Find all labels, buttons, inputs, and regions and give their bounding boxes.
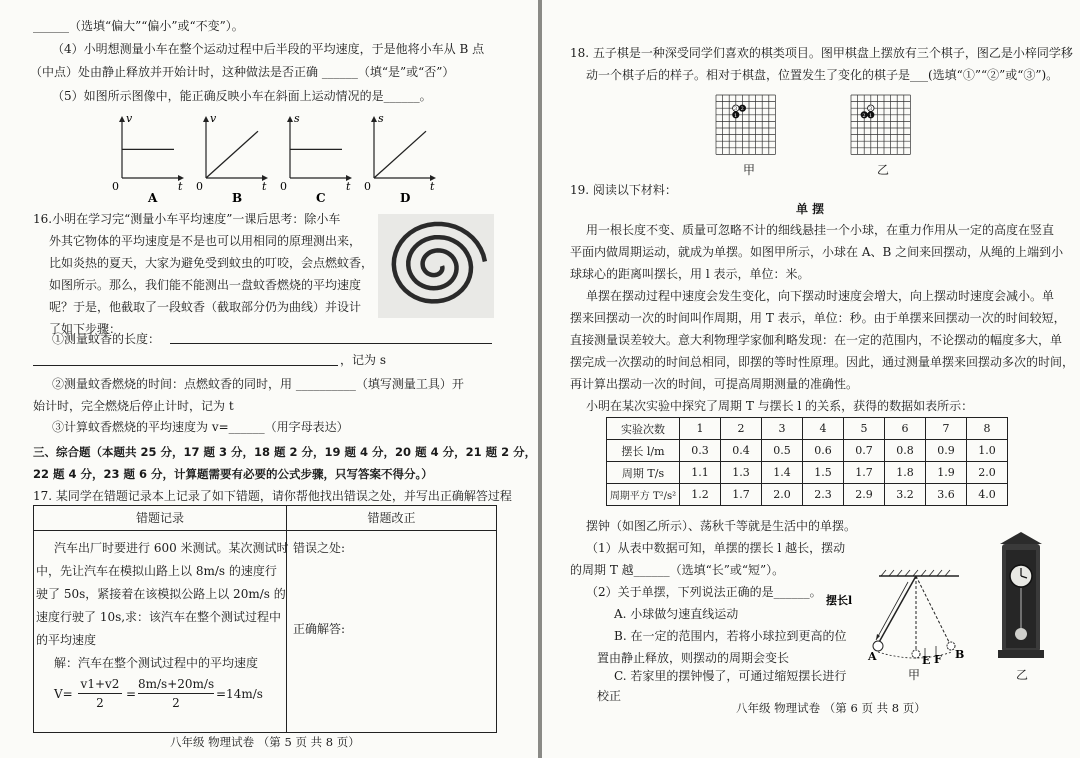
table-cell: 1 — [680, 418, 721, 440]
y-axis-label: s — [378, 112, 384, 125]
problem-line-3: 驶了 50s，紧接着在该模拟公路上以 20m/s 的 — [36, 587, 286, 601]
table-cell: 摆长 l/m — [607, 440, 680, 462]
answer-line — [33, 365, 338, 366]
q16-line-4: 如图所示。那么，我们能不能测出一盘蚊香燃烧的平均速度 — [49, 278, 362, 292]
x-axis-label: t — [346, 180, 351, 193]
mosquito-coil-image — [378, 214, 494, 318]
problem-line-2: 中，先让汽车在模拟山路上以 8m/s 的速度行 — [36, 564, 277, 578]
graph-c — [280, 112, 352, 205]
q16-step-3: ③计算蚊香燃烧的平均速度为 v=______（用字母表达） — [52, 420, 349, 434]
table-cell: 实验次数 — [607, 418, 680, 440]
option-c-2: 校正 — [597, 689, 622, 703]
q15-sub4-a: （4）小明想测量小车在整个运动过程中后半段的平均速度，于是他将小车从 B 点 — [52, 42, 485, 56]
correct-solution-label: 正确解答: — [293, 622, 346, 636]
formula-denominator-1: 2 — [96, 696, 104, 710]
table-cell: 8 — [967, 418, 1008, 440]
fig-label-yi: 乙 — [1016, 668, 1029, 682]
para-line-1: 用一根长度不变、质量可忽略不计的细线悬挂一个小球，在重力作用从一定的高度在竖直 — [586, 223, 1055, 237]
para-line-5: 摆来回摆动一次的时间叫作周期，用 T 表示，单位：秒。由于单摆来回摆动一次的时间较短， — [570, 311, 1066, 325]
table-cell: 1.1 — [680, 462, 721, 484]
board-label-yi: 乙 — [877, 163, 890, 177]
table-cell: 3.2 — [885, 484, 926, 506]
solution-line: 解：汽车在整个测试过程中的平均速度 — [54, 656, 259, 670]
x-axis-label: t — [178, 180, 183, 193]
origin-label: 0 — [280, 180, 287, 193]
section-3-heading: 三、综合题（本题共 25 分，17 题 3 分，18 题 2 分，19 题 4 分，20 题 4 分，21 题 2 分， — [33, 445, 537, 459]
table-cell: 2.0 — [967, 462, 1008, 484]
problem-line-1: 汽车出厂时要进行 600 米测试。某次测试时 — [54, 541, 289, 555]
option-a: A. 小球做匀速直线运动 — [614, 607, 739, 621]
error-location-label: 错误之处: — [293, 541, 346, 555]
q16-step-1-end: ，记为 s — [340, 353, 386, 367]
pendulum-clock-image — [994, 530, 1048, 662]
stone-number: 3 — [734, 106, 738, 113]
fig-label-jia: 甲 — [908, 668, 921, 682]
q16-line-2: 外其它物体的平均速度是不是也可以用相同的原理测出来， — [49, 234, 362, 248]
y-axis-label: v — [126, 112, 133, 125]
point-a: A — [868, 650, 877, 663]
problem-line-4: 速度行驶了 10s,求：该汽车在整个测试过程中 — [36, 610, 282, 624]
table-cell: 3.6 — [926, 484, 967, 506]
q16-step-1: ①测量蚊香的长度： — [52, 332, 161, 346]
q16-line-1: 16.小明在学习完“测量小车平均速度”一课后思考：除小车 — [33, 212, 341, 226]
q18-line-1: 18. 五子棋是一种深受同学们喜欢的棋类项目。图甲棋盘上摆放有三个棋子，图乙是小梓同学移 — [570, 46, 1073, 60]
table-cell: 1.7 — [721, 484, 762, 506]
q15-sub4-b: （中点）处由静止释放并开始计时，这种做法是否正确 ______（填“是”或“否”） — [30, 65, 455, 79]
after-line-1: 摆钟（如图乙所示）、荡秋千等就是生活中的单摆。 — [586, 519, 857, 533]
fraction-bar — [138, 693, 214, 694]
table-cell: 2 — [721, 418, 762, 440]
table-cell: 1.9 — [926, 462, 967, 484]
q19-stem: 19. 阅读以下材料： — [570, 183, 677, 197]
formula-equals: = — [126, 687, 137, 701]
table-cell: 0.6 — [803, 440, 844, 462]
answer-line — [170, 343, 492, 344]
table-cell: 7 — [926, 418, 967, 440]
y-arrow — [203, 116, 209, 122]
fraction-bar — [78, 693, 122, 694]
table-cell: 1.5 — [803, 462, 844, 484]
table-row — [607, 440, 1008, 462]
page-6 — [542, 0, 1080, 758]
formula-denominator-2: 2 — [172, 696, 180, 710]
gomoku-board-jia — [714, 93, 782, 161]
q16-step-2b: 始计时，完全燃烧后停止计时，记为 t — [33, 399, 234, 413]
q15-line-1: ______（选填“偏大”“偏小”或“不变”）。 — [33, 19, 244, 33]
y-axis-label: v — [210, 112, 217, 125]
para-line-8: 再计算出摆动一次的时间，可提高周期测量的准确性。 — [570, 377, 859, 391]
table-cell: 2.9 — [844, 484, 885, 506]
table-cell: 0.4 — [721, 440, 762, 462]
table-cell: 0.5 — [762, 440, 803, 462]
para-line-4: 单摆在摆动过程中速度会发生变化，向下摆动时速度会增大，向上摆动时速度会减小。单 — [586, 289, 1055, 303]
graph-a — [112, 112, 184, 205]
y-arrow — [371, 116, 377, 122]
series-line — [206, 131, 258, 178]
series-line — [374, 131, 426, 178]
point-f: F — [934, 653, 942, 666]
table-cell: 4 — [803, 418, 844, 440]
para-line-7: 摆完成一次摆动的时间总相同，即摆的等时性原理。因此，通过测量单摆来回摆动多次的时间， — [570, 355, 1075, 369]
table-row — [607, 418, 1008, 440]
table-cell: 1.2 — [680, 484, 721, 506]
q18-line-2: 动一个棋子后的样子。相对于棋盘，位置发生了变化的棋子是___(选填“①”“②”或“③”)。 — [586, 68, 1059, 82]
after-line-3: 的周期 T 越______（选填“长”或“短”）。 — [570, 563, 785, 577]
x-axis-label: t — [262, 180, 267, 193]
table-cell: 0.7 — [844, 440, 885, 462]
graph-b — [196, 112, 268, 205]
table-cell: 3 — [762, 418, 803, 440]
table-row — [607, 484, 1008, 506]
formula-result: =14m/s — [216, 687, 263, 701]
stone-number: 1 — [869, 112, 873, 119]
table-row — [607, 462, 1008, 484]
q16-line-5: 呢？于是，他截取了一段蚊香（截取部分仍为曲线）并设计 — [49, 300, 362, 314]
table-cell: 2.0 — [762, 484, 803, 506]
table-cell: 4.0 — [967, 484, 1008, 506]
error-correction-header: 错题改正 — [287, 506, 496, 531]
table-cell: 0.3 — [680, 440, 721, 462]
article-title: 单 摆 — [796, 202, 825, 216]
board-label-jia: 甲 — [743, 163, 756, 177]
table-cell: 0.9 — [926, 440, 967, 462]
y-axis-label: s — [294, 112, 300, 125]
option-c-1: C. 若家里的摆钟慢了，可通过缩短摆长进行 — [614, 669, 847, 683]
stone-number: 1 — [734, 112, 738, 119]
table-cell: 5 — [844, 418, 885, 440]
graph-letter: C — [316, 191, 326, 205]
point-e: E — [922, 654, 931, 667]
table-cell: 1.4 — [762, 462, 803, 484]
origin-label: 0 — [112, 180, 119, 193]
graph-letter: B — [232, 191, 243, 205]
page-footer: 八年级 物理试卷 （第 6 页 共 8 页） — [736, 701, 926, 715]
table-cell: 0.8 — [885, 440, 926, 462]
motion-graphs — [100, 110, 440, 210]
page-5 — [0, 0, 538, 758]
q16-step-2a: ②测量蚊香燃烧的时间：点燃蚊香的同时，用 __________（填写测量工具）开 — [52, 377, 464, 391]
para-line-3: 球球心的距离叫摆长，用 l 表示，单位：米。 — [570, 267, 810, 281]
y-arrow — [119, 116, 125, 122]
formula-numerator-1: v1+v2 — [80, 677, 120, 691]
graph-letter: D — [400, 191, 411, 205]
stone-number: 2 — [740, 106, 744, 113]
table-cell: 1.7 — [844, 462, 885, 484]
para-line-2: 平面内做周期运动，就成为单摆。如图甲所示，小球在 A、B 之间来回摆动，从绳的上端到小 — [570, 245, 1064, 259]
after-line-4: （2）关于单摆，下列说法正确的是______。 — [586, 585, 822, 599]
error-record-header: 错题记录 — [34, 506, 286, 531]
error-record-table — [33, 505, 497, 733]
table-cell: 周期 T/s — [607, 462, 680, 484]
q16-line-3: 比如炎热的夏天，大家为避免受到蚊虫的叮咬，会点燃蚊香， — [49, 256, 374, 270]
table-cell: 2.3 — [803, 484, 844, 506]
table-cell: 1.3 — [721, 462, 762, 484]
x-axis-label: t — [430, 180, 435, 193]
section-3-heading-2: 22 题 4 分，23 题 6 分，计算题需要有必要的公式步骤，只写答案不得分。） — [33, 467, 433, 481]
formula-numerator-2: 8m/s+20m/s — [138, 677, 215, 691]
q16-line-6: 了如下步骤： — [49, 322, 122, 336]
pendulum-data-table — [606, 417, 1008, 506]
problem-line-5: 的平均速度 — [36, 633, 97, 647]
para-line-9: 小明在某次实验中探究了周期 T 与摆长 l 的关系，获得的数据如表所示： — [586, 399, 974, 413]
q17-stem: 17. 某同学在错题记录本上记录了如下错题，请你帮他找出错误之处，并写出正确解答过程 — [33, 489, 512, 503]
gomoku-board-yi — [849, 93, 917, 161]
table-cell: 周期平方 T²/s² — [607, 484, 680, 506]
table-cell: 6 — [885, 418, 926, 440]
origin-label: 0 — [196, 180, 203, 193]
after-line-2: （1）从表中数据可知，单摆的摆长 l 越长，摆动 — [586, 541, 846, 555]
para-line-6: 直接测量误差较大。意大利物理学家伽利略发现：在一定的范围内，不论摆动的幅度多大，单 — [570, 333, 1063, 347]
table-cell: 1.0 — [967, 440, 1008, 462]
table-cell: 1.8 — [885, 462, 926, 484]
formula-lhs: V= — [54, 687, 73, 701]
point-b: B — [955, 648, 965, 661]
origin-label: 0 — [364, 180, 371, 193]
pendulum-diagram — [826, 564, 965, 679]
graph-letter: A — [148, 191, 158, 205]
stone-number: 2 — [862, 112, 866, 119]
y-arrow — [287, 116, 293, 122]
stone-number: 3 — [869, 106, 873, 113]
page-footer: 八年级 物理试卷 （第 5 页 共 8 页） — [170, 735, 360, 749]
graph-d — [364, 112, 436, 205]
pendulum-length-label: 摆长l — [826, 594, 853, 607]
q15-sub5: （5）如图所示图像中，能正确反映小车在斜面上运动情况的是______。 — [52, 89, 432, 103]
option-b-1: B. 在一定的范围内，若将小球拉到更高的位 — [614, 629, 847, 643]
option-b-2: 置由静止释放，则摆动的周期会变长 — [597, 651, 790, 665]
